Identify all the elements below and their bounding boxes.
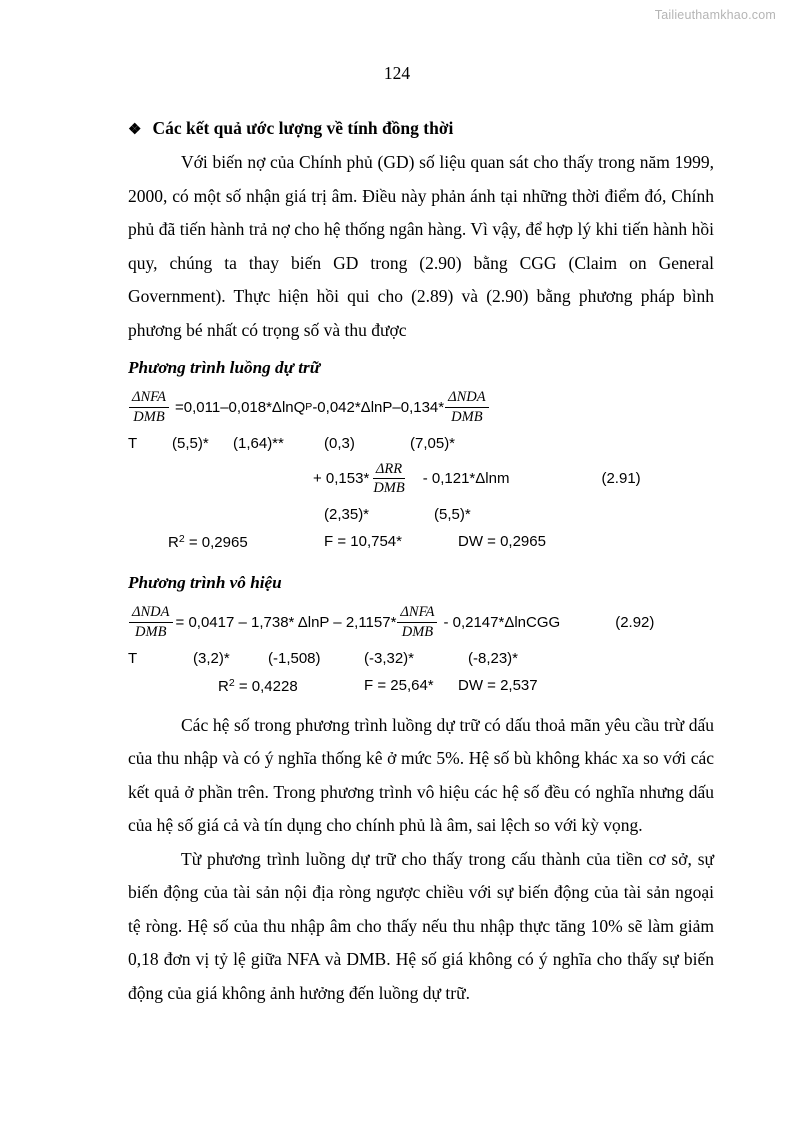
page-content xyxy=(128,118,714,1010)
t-label: T xyxy=(128,434,138,452)
equation-2-91-number: (2.91) xyxy=(601,470,641,488)
t-value-1: (5,5)* xyxy=(172,434,209,452)
t-value-10: (-8,23)* xyxy=(468,649,519,667)
paragraph-3: Từ phương trình luồng dự trữ cho thấy trong cấu thành của tiền cơ sở, sự biến động của tài sản nội địa ròng ngược chiều với sự biến động của tài sản ngoại tệ ròng. Hệ số của thu nhập âm cho thấy nếu thu nhập thực tăng 10% sẽ làm giảm 0,18 đơn vị tỷ lệ giữa NFA và DMB. Hệ số giá không có ý nghĩa cho thấy sự biến động của giá không ảnh hưởng đến luồng dự trữ. xyxy=(128,848,714,1003)
r-squared-stat-2: $R^2 = 0,4228$ xyxy=(218,676,298,695)
section-heading-text: Các kết quả ước lượng về tính đồng thời xyxy=(152,118,454,138)
paragraph-2: Các hệ số trong phương trình luồng dự trữ có dấu thoả mãn yêu cầu trừ dấu của thu nhập và có ý nghĩa thống kê ở mức 5%. Hệ số bù không khác xa so với các kết quả ở phần trên. Trong phương trình vô hiệu các hệ số đều có nghĩa nhưng dấu của hệ số giá cả và tín dụng cho chính phủ là âm, sai lệch so với kỳ vọng. xyxy=(128,714,714,836)
t-value-2: (1,64)** xyxy=(233,434,284,452)
equation-2-92-number: (2.92) xyxy=(615,614,655,632)
t-value-4: (7,05)* xyxy=(410,434,456,452)
f-stat-2: F = 25,64* xyxy=(364,676,434,694)
fraction-delta-rr-dmb: $\frac{\text{ΔRR}}{\text{DMB}}$ xyxy=(373,460,405,497)
section-heading xyxy=(128,118,714,139)
t-value-3: (0,3) xyxy=(324,434,355,452)
equation-2-91-tstat-row-1 xyxy=(128,435,714,455)
equation-2-92-line-1 xyxy=(128,604,714,641)
watermark-text: Tailieuthamkhao.com xyxy=(654,8,776,22)
r-squared-stat: $R^2 = 0,2965$ xyxy=(168,533,248,552)
t-value-8: (-1,508) xyxy=(268,649,321,667)
equation-2-91-line2-suffix: - 0,121*Δlnm xyxy=(422,470,510,488)
diamond-bullet-icon: ❖ xyxy=(128,122,142,138)
subheading-reserve-flow-equation: Phương trình luồng dự trữ xyxy=(128,358,321,377)
equation-2-91-stats-row xyxy=(128,533,714,555)
subscript-p: P xyxy=(305,401,313,414)
dw-stat: DW = 0,2965 xyxy=(458,533,546,551)
page-number: 124 xyxy=(383,63,411,83)
fraction-delta-nda-dmb-lhs: $\frac{\text{ΔNDA}}{\text{DMB}}$ xyxy=(129,604,173,641)
paragraph-1: Với biến nợ của Chính phủ (GD) số liệu quan sát cho thấy trong năm 1999, 2000, có một số nhận giá trị âm. Điều này phản ánh tại những thời điểm đó, Chính phủ đã tiến hành trả nợ cho hệ thống ngân hàng. Vì vậy, để hợp lý khi tiến hành hồi quy, chúng ta thay biến GD trong (2.90) bằng CGG (Claim on General Government). Thực hiện hồi qui cho (2.89) và (2.90) bằng phương pháp bình phương bé nhất có trọng số và thu được xyxy=(128,152,714,340)
equation-2-91-line-1 xyxy=(128,389,714,426)
equation-2-92-rhs-part-1: = 0,0417 – 1,738* ΔlnP – 2,1157* xyxy=(175,614,397,632)
f-stat: F = 10,754* xyxy=(324,533,402,551)
t-value-9: (-3,32)* xyxy=(364,649,415,667)
equation-2-91-line-2 xyxy=(313,461,714,498)
equation-2-91-line2-prefix: + 0,153* xyxy=(313,470,370,488)
equation-2-91-rhs-part-1: =0,011–0,018*ΔlnQ xyxy=(175,398,306,416)
equation-2-91-tstat-row-2 xyxy=(128,506,714,526)
equation-2-91 xyxy=(128,389,714,555)
fraction-delta-nda-dmb: $\frac{\text{ΔNDA}}{\text{DMB}}$ xyxy=(445,389,489,426)
dw-stat-2: DW = 2,537 xyxy=(458,676,538,694)
t-label-2: T xyxy=(128,649,138,667)
subheading-sterilization-equation: Phương trình vô hiệu xyxy=(128,573,282,593)
fraction-delta-nfa-dmb-rhs: $\frac{\text{ΔNFA}}{\text{DMB}}$ xyxy=(397,604,437,641)
equation-2-91-rhs-part-2: -0,042*ΔlnP–0,134* xyxy=(312,398,445,416)
t-value-6: (5,5)* xyxy=(434,506,471,524)
equation-2-92 xyxy=(128,604,714,699)
equation-2-92-rhs-part-2: - 0,2147*ΔlnCGG xyxy=(443,614,561,632)
t-value-7: (3,2)* xyxy=(193,649,230,667)
fraction-delta-nfa-dmb: $\frac{\text{ΔNFA}}{\text{DMB}}$ xyxy=(129,389,169,426)
equation-2-92-stats-row xyxy=(128,677,714,699)
equation-2-92-tstat-row xyxy=(128,650,714,670)
t-value-5: (2,35)* xyxy=(324,506,370,524)
